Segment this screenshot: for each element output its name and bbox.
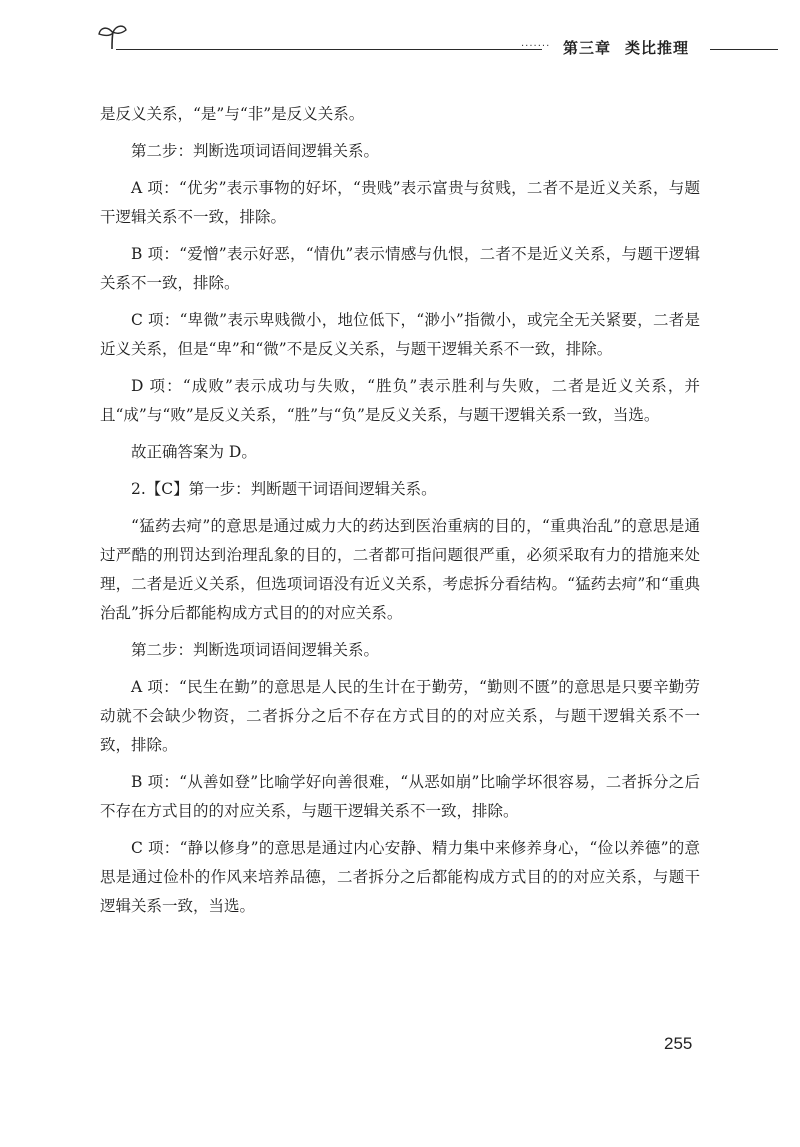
header-dots: ······· xyxy=(521,41,551,52)
page-header xyxy=(0,0,800,70)
paragraph: B 项：“爱憎”表示好恶，“情仇”表示情感与仇恨，二者不是近义关系，与题干逻辑关系不一致，排除。 xyxy=(100,245,700,292)
paragraph: D 项：“成败”表示成功与失败，“胜负”表示胜利与失败，二者是近义关系，并且“成”与“败”是反义关系，“胜”与“负”是反义关系，与题干逻辑关系一致，当选。 xyxy=(100,377,700,424)
chapter-number: 第三章 xyxy=(563,39,612,57)
paragraph: 2.【C】第一步：判断题干词语间逻辑关系。 xyxy=(131,480,437,498)
paragraph: C 项：“卑微”表示卑贱微小，地位低下，“渺小”指微小，或完全无关紧要，二者是近义关系，但是“卑”和“微”不是反义关系，与题干逻辑关系不一致，排除。 xyxy=(100,311,700,358)
chapter-title xyxy=(563,37,689,58)
header-rule-left xyxy=(116,49,542,50)
page-number: 255 xyxy=(664,1034,693,1053)
paragraph: 第二步：判断选项词语间逻辑关系。 xyxy=(131,142,380,160)
header-rule-right xyxy=(710,49,778,50)
page-body xyxy=(100,100,700,929)
paragraph: B 项：“从善如登”比喻学好向善很难，“从恶如崩”比喻学坏很容易，二者拆分之后不存在方式目的的对应关系，与题干逻辑关系不一致，排除。 xyxy=(100,773,700,820)
paragraph: “猛药去疴”的意思是通过威力大的药达到医治重病的目的，“重典治乱”的意思是通过严酷的刑罚达到治理乱象的目的，二者都可指问题很严重，必须采取有力的措施来处理，二者是近义关系，但选项词语没有近义关系，考虑拆分看结构。“猛药去疴”和“重典治乱”拆分后都能构成方式目的的对应关系。 xyxy=(100,517,700,622)
paragraph: 第二步：判断选项词语间逻辑关系。 xyxy=(131,641,380,659)
paragraph: 故正确答案为 D。 xyxy=(131,443,257,461)
paragraph: A 项：“优劣”表示事物的好坏，“贵贱”表示富贵与贫贱，二者不是近义关系，与题干逻辑关系不一致，排除。 xyxy=(100,179,700,226)
paragraph: C 项：“静以修身”的意思是通过内心安静、精力集中来修养身心，“俭以养德”的意思是通过俭朴的作风来培养品德，二者拆分之后都能构成方式目的的对应关系，与题干逻辑关系一致，当选。 xyxy=(100,839,700,915)
paragraph: 是反义关系，“是”与“非”是反义关系。 xyxy=(100,105,365,123)
section-title: 类比推理 xyxy=(625,39,690,57)
paragraph: A 项：“民生在勤”的意思是人民的生计在于勤劳，“勤则不匮”的意思是只要辛勤劳动就不会缺少物资，二者拆分之后不存在方式目的的对应关系，与题干逻辑关系不一致，排除。 xyxy=(100,678,700,754)
sprout-icon xyxy=(96,22,128,50)
